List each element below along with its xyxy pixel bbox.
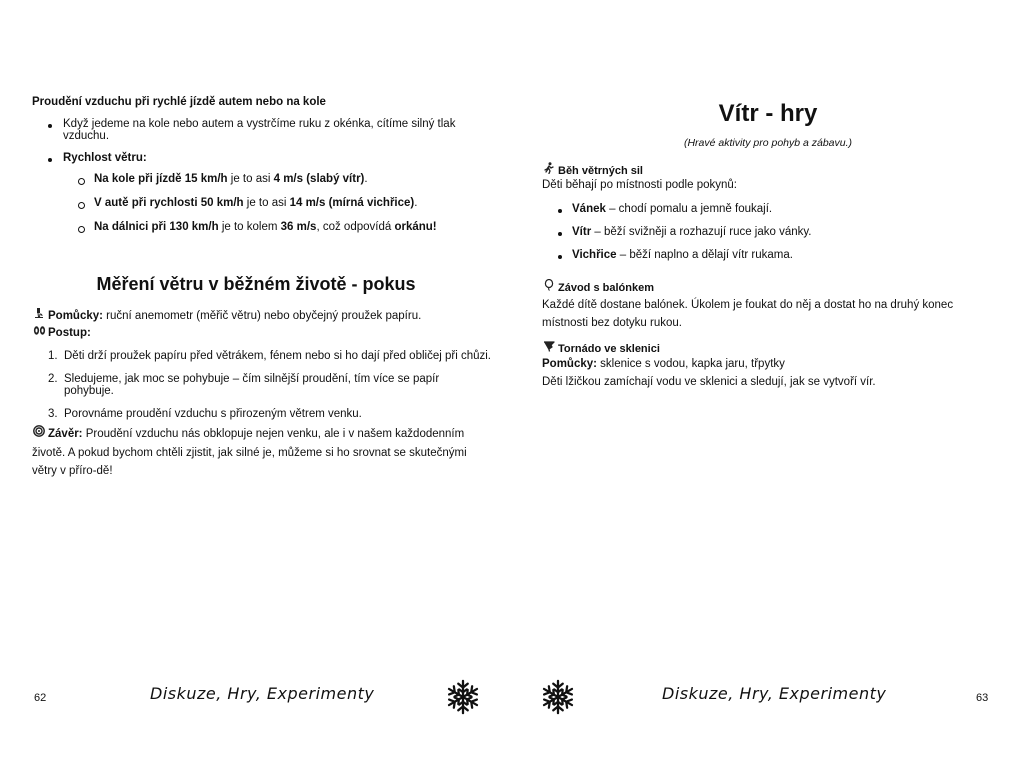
section-heading-airflow: Proudění vzduchu při rychlé jízdě autem nebo na kole — [32, 96, 326, 108]
step-number: 3. — [48, 408, 58, 420]
footprints-icon — [32, 325, 46, 339]
microscope-icon — [32, 307, 46, 322]
pomucky-line — [32, 307, 421, 322]
footer-title: Diskuze, Hry, Experimenty — [150, 684, 375, 703]
sub-item-bold: 14 m/s — [289, 197, 326, 209]
sub-item — [32, 197, 492, 209]
pomucky-text: ruční anemometr (měřič větru) nebo obyčejný proužek papíru. — [102, 310, 422, 322]
game-title-text: Běh větrných sil — [558, 165, 643, 177]
footer-title: Diskuze, Hry, Experimenty — [662, 684, 887, 703]
bullet-text: Když jedeme na kole nebo autem a vystrčíme ruku z okénka, cítíme silný tlak vzduchu. — [63, 118, 456, 142]
list-item — [542, 203, 1004, 215]
step-text: Děti drží proužek papíru před větrákem, fénem nebo si ho dají před obličej při chůzi. — [64, 350, 491, 362]
pomucky-text: sklenice s vodou, kapka jaru, třpytky — [596, 358, 785, 370]
section-title-measurement: Měření větru v běžném životě - pokus — [96, 274, 416, 294]
beh-list — [542, 203, 1004, 272]
right-page — [512, 0, 1024, 768]
steps-list — [32, 350, 492, 431]
airflow-bullet-list — [32, 118, 492, 245]
game-desc-zavod: Každé dítě dostane balónek. Úkolem je foukat do něj a dostat ho na druhý konec místnosti bez dotyku rukou. — [542, 299, 954, 330]
page-subtitle: (Hravé aktivity pro pohyb a zábavu.) — [683, 137, 853, 149]
sub-item — [32, 221, 492, 233]
step-number: 2. — [48, 373, 58, 385]
page-number: 62 — [34, 692, 47, 704]
sub-item-bold: V autě při rychlosti 50 km/h — [94, 197, 244, 209]
runner-icon — [542, 162, 556, 177]
sub-item-text: . — [364, 173, 368, 185]
zaver-text: Proudění vzduchu nás obklopuje nejen venku, ale i v našem každodenním životě. A pokud bychom chtěli zjistit, jak silné je, můžeme si ho srovnat se skutečnými větry v příro-dě! — [32, 428, 467, 477]
list-item — [542, 226, 1004, 238]
spiral-icon — [32, 425, 46, 444]
step-text: Porovnáme proudění vzduchu s přirozeným větrem venku. — [64, 408, 362, 420]
snowflake-icon — [444, 678, 482, 716]
pomucky-label: Pomůcky: — [48, 310, 103, 322]
item-text: – chodí pomalu a jemně foukají. — [605, 203, 773, 215]
bullet-item — [32, 118, 492, 142]
sub-item-text: , což odpovídá — [316, 221, 395, 233]
sub-item-bold: (slabý vítr) — [303, 173, 365, 185]
item-bold: Vichřice — [572, 249, 617, 261]
step-item — [32, 350, 492, 362]
snowflake-icon — [539, 678, 577, 716]
page-number: 63 — [976, 692, 989, 704]
zaver-label: Závěr: — [48, 428, 83, 440]
step-number: 1. — [48, 350, 58, 362]
tornado-icon — [542, 340, 556, 355]
sub-item-bold: Na kole při jízdě 15 km/h — [94, 173, 228, 185]
balloon-icon — [542, 279, 556, 294]
sub-item-text: je to asi — [243, 197, 290, 209]
sub-item-text: . — [414, 197, 418, 209]
pomucky-label: Pomůcky: — [542, 358, 597, 370]
game-desc-tornado: Děti lžičkou zamíchají vodu ve sklenici a sledují, jak se vytvoří vír. — [542, 376, 876, 388]
sub-item-text: je to asi — [227, 173, 274, 185]
postup-line — [32, 325, 91, 339]
item-text: – běží naplno a dělají vítr rukama. — [616, 249, 793, 261]
game-title-beh — [542, 162, 1004, 177]
page-title: Vítr - hry — [718, 100, 818, 127]
sub-item-bold: 36 m/s — [280, 221, 317, 233]
game-title-zavod — [542, 279, 1004, 294]
list-item — [542, 249, 1004, 261]
speed-sub-list — [32, 173, 492, 233]
step-item — [32, 408, 492, 420]
item-bold: Vánek — [572, 203, 606, 215]
step-text: Sledujeme, jak moc se pohybuje – čím silnější proudění, tím více se papír pohybuje. — [63, 373, 440, 397]
sub-item — [32, 173, 492, 185]
bullet-item — [32, 152, 492, 233]
bullet-text: Rychlost větru: — [63, 152, 147, 164]
sub-item-bold: 4 m/s — [273, 173, 304, 185]
tornado-pomucky — [542, 358, 1004, 370]
zaver-paragraph — [32, 425, 486, 480]
step-item — [32, 373, 492, 397]
game-title-text: Tornádo ve sklenici — [558, 343, 660, 355]
sub-item-bold: Na dálnici při 130 km/h — [94, 221, 219, 233]
sub-item-bold: orkánu! — [394, 221, 437, 233]
postup-label: Postup: — [48, 327, 91, 339]
game-title-tornado — [542, 340, 1004, 355]
sub-item-bold: (mírná vichřice) — [325, 197, 415, 209]
item-bold: Vítr — [572, 226, 592, 238]
sub-item-text: je to kolem — [218, 221, 281, 233]
game-title-text: Závod s balónkem — [558, 282, 654, 294]
game-desc-beh: Děti běhají po místnosti podle pokynů: — [542, 179, 737, 191]
item-text: – běží svižněji a rozhazují ruce jako vánky. — [591, 226, 812, 238]
